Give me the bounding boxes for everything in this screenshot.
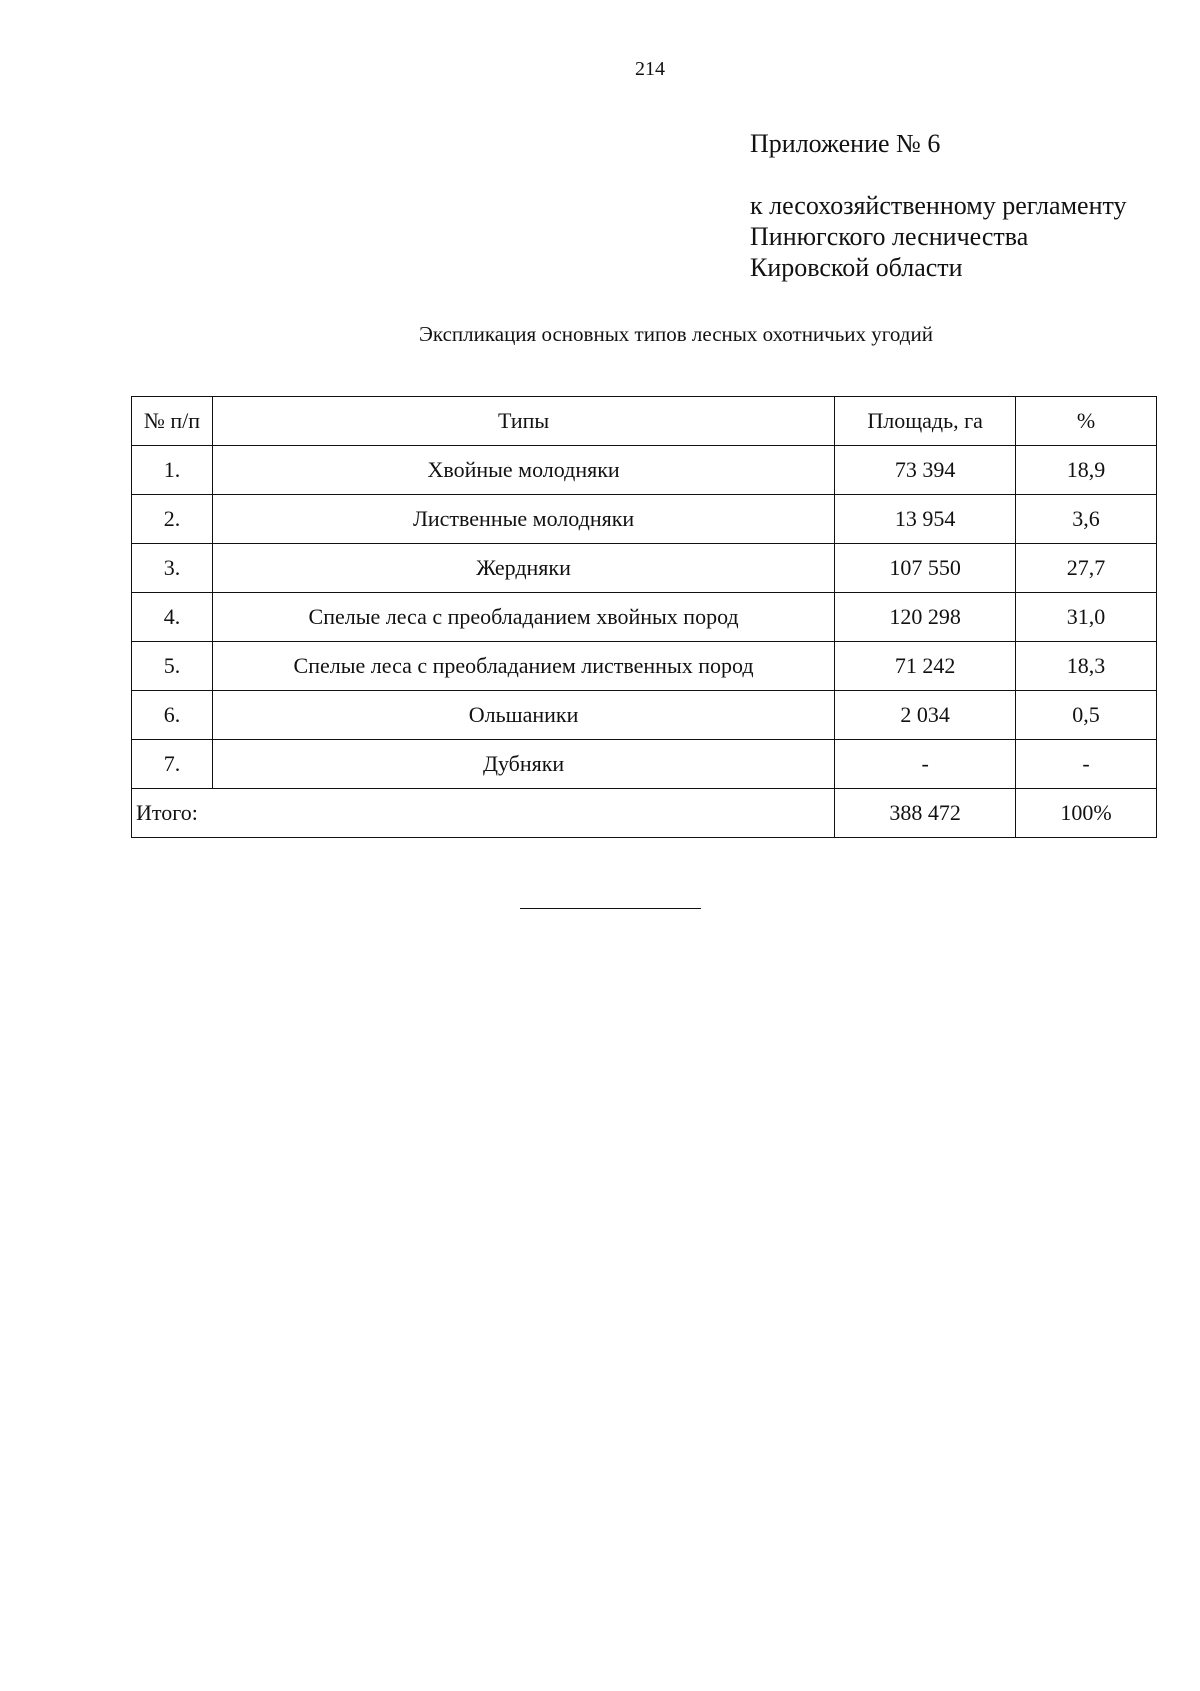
row-num: 1. <box>132 446 213 495</box>
row-type: Спелые леса с преобладанием хвойных пород <box>212 593 834 642</box>
explication-table <box>131 396 1157 838</box>
table-row <box>132 740 1157 789</box>
row-area: 73 394 <box>835 446 1016 495</box>
header-num: № п/п <box>132 397 213 446</box>
end-divider <box>520 908 701 909</box>
appendix-line-2: Пинюгского лесничества <box>750 222 1029 251</box>
table-total-row <box>132 789 1157 838</box>
table-row <box>132 691 1157 740</box>
row-area: 120 298 <box>835 593 1016 642</box>
header-area: Площадь, га <box>835 397 1016 446</box>
table-row <box>132 642 1157 691</box>
row-type: Лиственные молодняки <box>212 495 834 544</box>
header-type: Типы <box>212 397 834 446</box>
total-label: Итого: <box>132 789 835 838</box>
row-type: Спелые леса с преобладанием лиственных пород <box>212 642 834 691</box>
appendix-header <box>750 128 1127 283</box>
total-area: 388 472 <box>835 789 1016 838</box>
row-pct: 31,0 <box>1016 593 1157 642</box>
row-pct: - <box>1016 740 1157 789</box>
table-row <box>132 593 1157 642</box>
row-type: Хвойные молодняки <box>212 446 834 495</box>
row-area: 13 954 <box>835 495 1016 544</box>
appendix-line-1: к лесохозяйственному регламенту <box>750 191 1127 220</box>
row-type: Жердняки <box>212 544 834 593</box>
row-type: Ольшаники <box>212 691 834 740</box>
row-pct: 18,3 <box>1016 642 1157 691</box>
row-pct: 27,7 <box>1016 544 1157 593</box>
row-num: 6. <box>132 691 213 740</box>
appendix-title: Приложение № 6 <box>750 129 941 158</box>
table-row <box>132 495 1157 544</box>
row-num: 7. <box>132 740 213 789</box>
row-num: 4. <box>132 593 213 642</box>
total-pct: 100% <box>1016 789 1157 838</box>
row-num: 3. <box>132 544 213 593</box>
table-header-row <box>132 397 1157 446</box>
row-area: - <box>835 740 1016 789</box>
row-num: 5. <box>132 642 213 691</box>
header-pct: % <box>1016 397 1157 446</box>
appendix-line-3: Кировской области <box>750 253 963 282</box>
row-pct: 3,6 <box>1016 495 1157 544</box>
row-pct: 18,9 <box>1016 446 1157 495</box>
row-type: Дубняки <box>212 740 834 789</box>
row-pct: 0,5 <box>1016 691 1157 740</box>
table-row <box>132 544 1157 593</box>
table-row <box>132 446 1157 495</box>
row-area: 2 034 <box>835 691 1016 740</box>
row-num: 2. <box>132 495 213 544</box>
row-area: 71 242 <box>835 642 1016 691</box>
page-number: 214 <box>635 58 665 80</box>
table-caption: Экспликация основных типов лесных охотничьих угодий <box>419 322 933 346</box>
row-area: 107 550 <box>835 544 1016 593</box>
